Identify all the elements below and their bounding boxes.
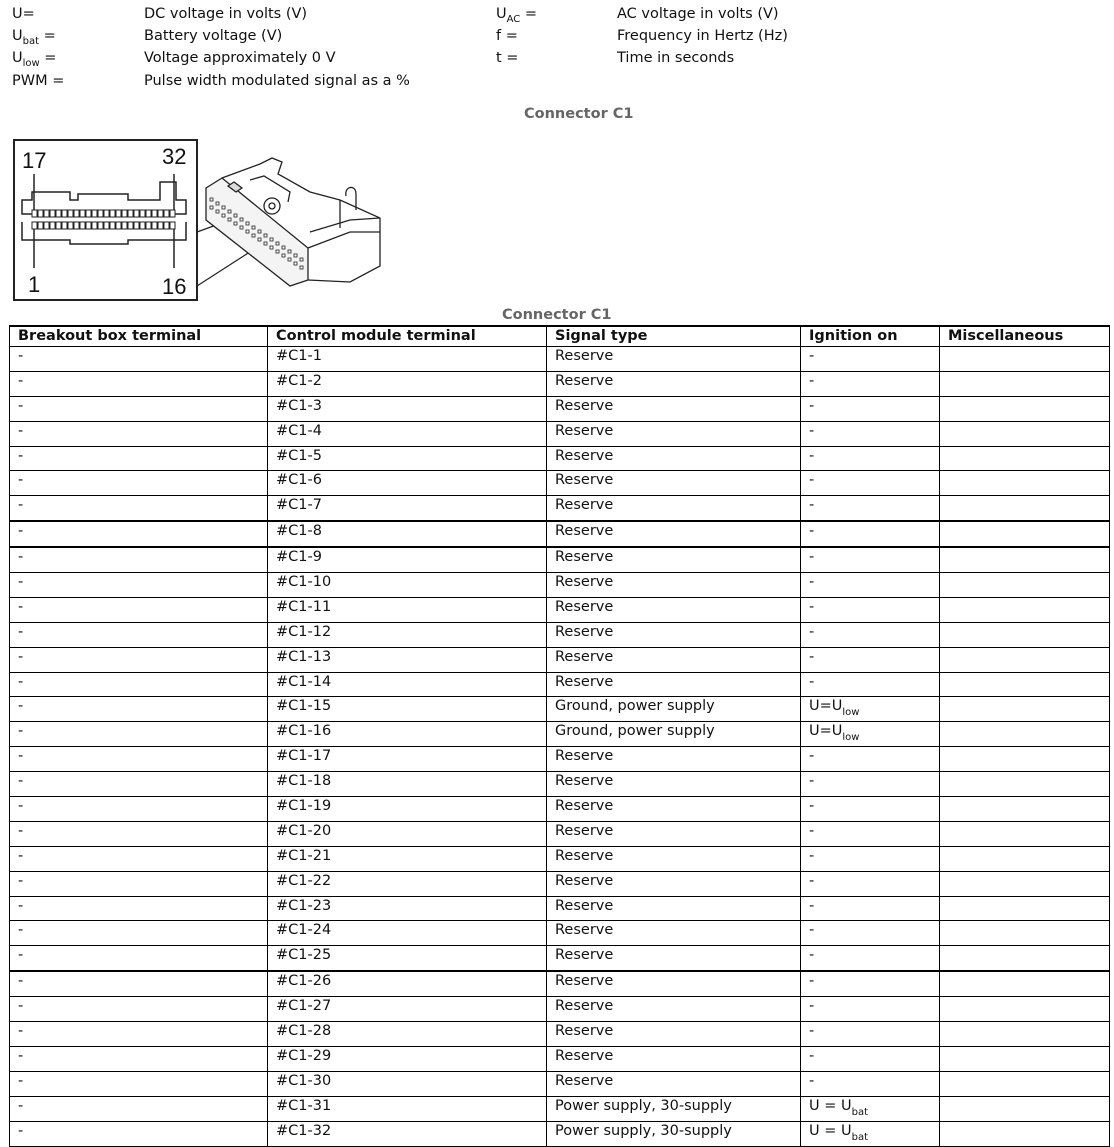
cell-miscellaneous <box>940 471 1110 496</box>
cell-breakout-box-terminal: - <box>10 896 268 921</box>
cell-breakout-box-terminal: - <box>10 672 268 697</box>
table-row <box>10 722 1110 747</box>
cell-signal-type: Reserve <box>547 573 801 598</box>
ignition-value: - <box>809 922 815 939</box>
cell-breakout-box-terminal: - <box>10 597 268 622</box>
cell-ignition-on <box>801 697 940 722</box>
cell-control-module-terminal: #C1-8 <box>268 521 547 547</box>
cell-signal-type: Reserve <box>547 547 801 572</box>
cell-miscellaneous <box>940 997 1110 1022</box>
cell-breakout-box-terminal: - <box>10 1096 268 1121</box>
table-row <box>10 597 1110 622</box>
cell-miscellaneous <box>940 1022 1110 1047</box>
ignition-value: - <box>809 822 815 839</box>
cell-ignition-on <box>801 1046 940 1071</box>
cell-signal-type: Reserve <box>547 521 801 547</box>
table-row <box>10 622 1110 647</box>
legend-desc-f: Frequency in Hertz (Hz) <box>617 28 788 44</box>
cell-signal-type: Reserve <box>547 1022 801 1047</box>
ignition-value: - <box>809 372 815 389</box>
cell-breakout-box-terminal: - <box>10 371 268 396</box>
cell-miscellaneous <box>940 1096 1110 1121</box>
cell-signal-type: Reserve <box>547 421 801 446</box>
ignition-value: - <box>809 523 815 540</box>
cell-miscellaneous <box>940 946 1110 971</box>
cell-breakout-box-terminal: - <box>10 722 268 747</box>
header-control-module-terminal: Control module terminal <box>268 326 547 347</box>
ignition-value: - <box>809 598 815 615</box>
table-row <box>10 1022 1110 1047</box>
cell-miscellaneous <box>940 347 1110 372</box>
table-row <box>10 347 1110 372</box>
pin-label-32: 32 <box>162 144 187 169</box>
cell-breakout-box-terminal: - <box>10 697 268 722</box>
ignition-value: - <box>809 348 815 364</box>
table-row <box>10 697 1110 722</box>
legend-symbol-u-dc: U= <box>12 6 35 22</box>
ignition-value: U=U <box>809 698 843 715</box>
cell-signal-type: Power supply, 30-supply <box>547 1121 801 1146</box>
ignition-value: - <box>809 447 815 464</box>
ignition-value: - <box>809 422 815 439</box>
cell-control-module-terminal: #C1-29 <box>268 1046 547 1071</box>
ignition-value: U = U <box>809 1097 852 1114</box>
cell-breakout-box-terminal: - <box>10 871 268 896</box>
table-row <box>10 821 1110 846</box>
table-row <box>10 797 1110 822</box>
cell-control-module-terminal: #C1-27 <box>268 997 547 1022</box>
legend-symbol-u-low: $U_{low}$ = <box>12 50 57 69</box>
cell-control-module-terminal: #C1-5 <box>268 446 547 471</box>
cell-breakout-box-terminal: - <box>10 547 268 572</box>
connector-diagram <box>10 136 390 304</box>
legend-symbol-pwm: PWM = <box>12 73 65 89</box>
cell-miscellaneous <box>940 772 1110 797</box>
cell-miscellaneous <box>940 921 1110 946</box>
cell-miscellaneous <box>940 622 1110 647</box>
cell-ignition-on <box>801 997 940 1022</box>
cell-miscellaneous <box>940 896 1110 921</box>
cell-miscellaneous <box>940 597 1110 622</box>
cell-ignition-on <box>801 1096 940 1121</box>
cell-breakout-box-terminal: - <box>10 1121 268 1146</box>
table-row <box>10 446 1110 471</box>
table-row <box>10 471 1110 496</box>
ignition-value: - <box>809 648 815 665</box>
cell-signal-type: Reserve <box>547 921 801 946</box>
cell-ignition-on <box>801 597 940 622</box>
cell-ignition-on <box>801 496 940 521</box>
cell-breakout-box-terminal: - <box>10 496 268 521</box>
cell-breakout-box-terminal: - <box>10 622 268 647</box>
table-row <box>10 971 1110 996</box>
cell-signal-type: Ground, power supply <box>547 722 801 747</box>
cell-control-module-terminal: #C1-30 <box>268 1071 547 1096</box>
cell-miscellaneous <box>940 821 1110 846</box>
cell-ignition-on <box>801 846 940 871</box>
cell-control-module-terminal: #C1-6 <box>268 471 547 496</box>
legend-symbol-u-bat: $U_{bat}$ = <box>12 28 56 47</box>
header-breakout-box-terminal: Breakout box terminal <box>10 326 268 347</box>
legend-symbol-t: t = <box>496 50 519 66</box>
cell-breakout-box-terminal: - <box>10 971 268 996</box>
cell-miscellaneous <box>940 1046 1110 1071</box>
cell-signal-type: Reserve <box>547 396 801 421</box>
legend-symbol-f: f = <box>496 28 518 44</box>
table-row <box>10 946 1110 971</box>
cell-control-module-terminal: #C1-13 <box>268 647 547 672</box>
cell-ignition-on <box>801 1121 940 1146</box>
cell-ignition-on <box>801 821 940 846</box>
cell-ignition-on <box>801 647 940 672</box>
cell-signal-type: Reserve <box>547 747 801 772</box>
cell-ignition-on <box>801 896 940 921</box>
table-row <box>10 871 1110 896</box>
cell-signal-type: Reserve <box>547 871 801 896</box>
cell-signal-type: Reserve <box>547 971 801 996</box>
cell-ignition-on <box>801 1071 940 1096</box>
cell-signal-type: Reserve <box>547 946 801 971</box>
cell-control-module-terminal: #C1-21 <box>268 846 547 871</box>
cell-miscellaneous <box>940 672 1110 697</box>
ignition-value: - <box>809 872 815 889</box>
cell-ignition-on <box>801 521 940 547</box>
ignition-subscript: bat <box>851 1106 868 1118</box>
cell-ignition-on <box>801 471 940 496</box>
cell-miscellaneous <box>940 1121 1110 1146</box>
cell-miscellaneous <box>940 421 1110 446</box>
cell-control-module-terminal: #C1-14 <box>268 672 547 697</box>
cell-control-module-terminal: #C1-12 <box>268 622 547 647</box>
pin-label-1: 1 <box>28 272 41 297</box>
cell-breakout-box-terminal: - <box>10 946 268 971</box>
cell-control-module-terminal: #C1-25 <box>268 946 547 971</box>
legend-desc-t: Time in seconds <box>617 50 735 66</box>
cell-signal-type: Reserve <box>547 371 801 396</box>
cell-control-module-terminal: #C1-2 <box>268 371 547 396</box>
cell-ignition-on <box>801 921 940 946</box>
ignition-value: - <box>809 549 815 566</box>
cell-signal-type: Reserve <box>547 896 801 921</box>
cell-signal-type: Reserve <box>547 846 801 871</box>
cell-miscellaneous <box>940 446 1110 471</box>
ignition-value: - <box>809 947 815 964</box>
ignition-value: - <box>809 574 815 591</box>
ignition-subscript: bat <box>851 1131 868 1143</box>
cell-breakout-box-terminal: - <box>10 471 268 496</box>
cell-control-module-terminal: #C1-9 <box>268 547 547 572</box>
cell-signal-type: Reserve <box>547 821 801 846</box>
cell-miscellaneous <box>940 871 1110 896</box>
ignition-value: - <box>809 397 815 414</box>
cell-miscellaneous <box>940 722 1110 747</box>
cell-miscellaneous <box>940 697 1110 722</box>
cell-control-module-terminal: #C1-15 <box>268 697 547 722</box>
legend-desc-u-low: Voltage approximately 0 V <box>144 50 336 66</box>
table-row <box>10 997 1110 1022</box>
cell-miscellaneous <box>940 547 1110 572</box>
cell-breakout-box-terminal: - <box>10 821 268 846</box>
cell-miscellaneous <box>940 521 1110 547</box>
cell-breakout-box-terminal: - <box>10 1022 268 1047</box>
cell-miscellaneous <box>940 1071 1110 1096</box>
cell-miscellaneous <box>940 647 1110 672</box>
cell-breakout-box-terminal: - <box>10 573 268 598</box>
cell-ignition-on <box>801 871 940 896</box>
ignition-value: - <box>809 1047 815 1064</box>
cell-control-module-terminal: #C1-11 <box>268 597 547 622</box>
pin-label-17: 17 <box>22 148 47 173</box>
cell-control-module-terminal: #C1-16 <box>268 722 547 747</box>
cell-control-module-terminal: #C1-23 <box>268 896 547 921</box>
cell-breakout-box-terminal: - <box>10 997 268 1022</box>
cell-ignition-on <box>801 722 940 747</box>
cell-control-module-terminal: #C1-19 <box>268 797 547 822</box>
cell-breakout-box-terminal: - <box>10 446 268 471</box>
table-row <box>10 921 1110 946</box>
table-row <box>10 421 1110 446</box>
cell-signal-type: Reserve <box>547 622 801 647</box>
cell-ignition-on <box>801 396 940 421</box>
table-row <box>10 846 1110 871</box>
cell-control-module-terminal: #C1-7 <box>268 496 547 521</box>
cell-signal-type: Reserve <box>547 1046 801 1071</box>
cell-control-module-terminal: #C1-32 <box>268 1121 547 1146</box>
ignition-value: - <box>809 1023 815 1040</box>
cell-breakout-box-terminal: - <box>10 772 268 797</box>
table-row <box>10 371 1110 396</box>
legend-desc-pwm: Pulse width modulated signal as a % <box>144 73 410 89</box>
cell-miscellaneous <box>940 496 1110 521</box>
cell-breakout-box-terminal: - <box>10 846 268 871</box>
ignition-value: U = U <box>809 1122 852 1139</box>
ignition-value: - <box>809 497 815 514</box>
cell-signal-type: Reserve <box>547 496 801 521</box>
table-row <box>10 896 1110 921</box>
pin-label-16: 16 <box>162 274 187 299</box>
cell-signal-type: Reserve <box>547 347 801 372</box>
diagram-title: Connector C1 <box>524 106 634 122</box>
ignition-value: - <box>809 1072 815 1089</box>
table-row <box>10 747 1110 772</box>
legend-desc-u-dc: DC voltage in volts (V) <box>144 6 308 22</box>
cell-control-module-terminal: #C1-4 <box>268 421 547 446</box>
cell-ignition-on <box>801 1022 940 1047</box>
cell-breakout-box-terminal: - <box>10 1046 268 1071</box>
cell-miscellaneous <box>940 371 1110 396</box>
cell-signal-type: Reserve <box>547 772 801 797</box>
table-row <box>10 1096 1110 1121</box>
ignition-value: - <box>809 973 815 990</box>
cell-breakout-box-terminal: - <box>10 921 268 946</box>
cell-breakout-box-terminal: - <box>10 396 268 421</box>
cell-breakout-box-terminal: - <box>10 747 268 772</box>
table-row <box>10 1046 1110 1071</box>
table-header-row <box>10 326 1110 347</box>
table-row <box>10 573 1110 598</box>
cell-ignition-on <box>801 672 940 697</box>
cell-signal-type: Reserve <box>547 997 801 1022</box>
cell-ignition-on <box>801 573 940 598</box>
ignition-value: - <box>809 798 815 815</box>
legend <box>0 0 1114 100</box>
cell-control-module-terminal: #C1-18 <box>268 772 547 797</box>
header-signal-type: Signal type <box>547 326 801 347</box>
table-row <box>10 672 1110 697</box>
ignition-value: - <box>809 897 815 914</box>
ignition-value: - <box>809 748 815 765</box>
table-row <box>10 396 1110 421</box>
cell-ignition-on <box>801 797 940 822</box>
cell-ignition-on <box>801 622 940 647</box>
cell-ignition-on <box>801 971 940 996</box>
cell-control-module-terminal: #C1-28 <box>268 1022 547 1047</box>
cell-miscellaneous <box>940 396 1110 421</box>
cell-signal-type: Reserve <box>547 471 801 496</box>
table-row <box>10 772 1110 797</box>
ignition-value: - <box>809 847 815 864</box>
header-ignition-on: Ignition on <box>801 326 940 347</box>
cell-control-module-terminal: #C1-17 <box>268 747 547 772</box>
table-row <box>10 547 1110 572</box>
cell-signal-type: Reserve <box>547 446 801 471</box>
ignition-subscript: low <box>842 732 860 744</box>
ignition-value: U=U <box>809 723 843 740</box>
table-title: Connector C1 <box>502 307 612 323</box>
ignition-value: - <box>809 472 815 489</box>
table-row <box>10 647 1110 672</box>
cell-breakout-box-terminal: - <box>10 1071 268 1096</box>
cell-ignition-on <box>801 772 940 797</box>
cell-control-module-terminal: #C1-26 <box>268 971 547 996</box>
cell-control-module-terminal: #C1-3 <box>268 396 547 421</box>
cell-breakout-box-terminal: - <box>10 797 268 822</box>
cell-signal-type: Reserve <box>547 797 801 822</box>
cell-miscellaneous <box>940 971 1110 996</box>
cell-control-module-terminal: #C1-31 <box>268 1096 547 1121</box>
cell-signal-type: Reserve <box>547 1071 801 1096</box>
legend-symbol-u-ac: $U_{AC}$ = <box>496 6 538 25</box>
cell-ignition-on <box>801 446 940 471</box>
cell-control-module-terminal: #C1-22 <box>268 871 547 896</box>
cell-breakout-box-terminal: - <box>10 647 268 672</box>
cell-ignition-on <box>801 421 940 446</box>
cell-breakout-box-terminal: - <box>10 521 268 547</box>
cell-control-module-terminal: #C1-10 <box>268 573 547 598</box>
cell-signal-type: Reserve <box>547 672 801 697</box>
cell-miscellaneous <box>940 573 1110 598</box>
header-miscellaneous: Miscellaneous <box>940 326 1110 347</box>
ignition-value: - <box>809 998 815 1015</box>
cell-ignition-on <box>801 946 940 971</box>
cell-miscellaneous <box>940 747 1110 772</box>
ignition-value: - <box>809 673 815 690</box>
table-row <box>10 521 1110 547</box>
cell-ignition-on <box>801 371 940 396</box>
table-row <box>10 1071 1110 1096</box>
cell-control-module-terminal: #C1-20 <box>268 821 547 846</box>
ignition-value: - <box>809 623 815 640</box>
ignition-subscript: low <box>842 707 860 719</box>
cell-ignition-on <box>801 747 940 772</box>
connector-pin-table <box>9 325 1110 1147</box>
cell-ignition-on <box>801 347 940 372</box>
cell-miscellaneous <box>940 846 1110 871</box>
table-row <box>10 496 1110 521</box>
cell-miscellaneous <box>940 797 1110 822</box>
cell-signal-type: Ground, power supply <box>547 697 801 722</box>
cell-signal-type: Power supply, 30-supply <box>547 1096 801 1121</box>
cell-signal-type: Reserve <box>547 597 801 622</box>
table-row <box>10 1121 1110 1146</box>
cell-control-module-terminal: #C1-24 <box>268 921 547 946</box>
cell-breakout-box-terminal: - <box>10 421 268 446</box>
cell-control-module-terminal: #C1-1 <box>268 347 547 372</box>
cell-signal-type: Reserve <box>547 647 801 672</box>
ignition-value: - <box>809 773 815 790</box>
legend-desc-u-ac: AC voltage in volts (V) <box>617 6 779 22</box>
legend-desc-u-bat: Battery voltage (V) <box>144 28 283 44</box>
cell-ignition-on <box>801 547 940 572</box>
connector-3d-view <box>206 158 380 286</box>
cell-breakout-box-terminal: - <box>10 347 268 372</box>
